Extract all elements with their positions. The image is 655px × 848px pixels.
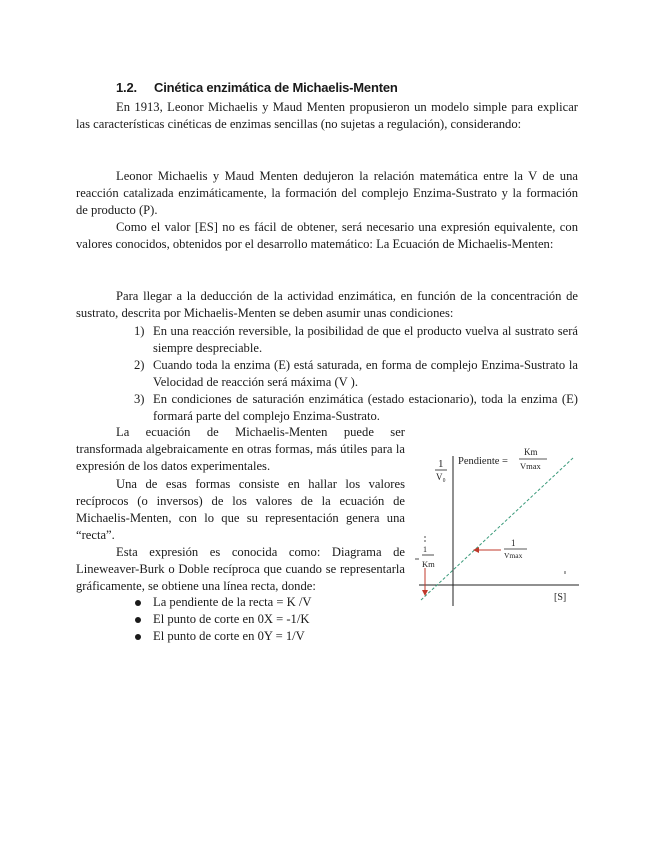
conditions-list [114, 323, 578, 425]
intercept-num: 1 [511, 538, 516, 548]
list-item: 2) Cuando toda la enzima (E) está saturada, en forma de complejo Enzima-Sustrato la Velocidad de reacción será máxima (V ). [134, 358, 578, 389]
paragraph-reciprocal: Una de esas formas consiste en hallar los valores recíprocos (o inversos) de los valores de la ecuación de Michaelis-Menten, con lo que su representación genera una “recta”. [76, 477, 405, 542]
slope-label: Pendiente = [458, 456, 508, 467]
paragraph-relation: Leonor Michaelis y Maud Menten dedujeron la relación matemática entre la V de una reacción catalizada enzimáticamente, la formación del complejo Enzima-Sustrato y la formación de producto (P). [76, 169, 578, 217]
bullet-icon [135, 634, 141, 640]
x-intercept-den: Km [422, 559, 435, 569]
bullet-icon [135, 617, 141, 623]
paragraph-conditions-intro: Para llegar a la deducción de la actividad enzimática, en función de la concentración de sustrato, descrita por Michaelis-Menten se deben asumir unas condiciones: [76, 289, 578, 320]
list-item: El punto de corte en 0Y = 1/V [132, 628, 312, 645]
slope-den: Vmax [520, 461, 541, 471]
paragraph-intro: En 1913, Leonor Michaelis y Maud Menten propusieron un modelo simple para explicar las características cinéticas de enzimas sencillas (no sujetas a regulación), considerando: [76, 100, 578, 131]
list-item: La pendiente de la recta = K /V [132, 594, 312, 611]
x-intercept-arrowhead [422, 590, 428, 596]
slope-num: Km [524, 447, 538, 457]
y-label-den: V₀ [436, 472, 446, 482]
lineweaver-burk-figure [413, 440, 583, 608]
section-heading [116, 80, 398, 95]
x-intercept-num: 1 [423, 545, 427, 554]
y-label-num: 1 [438, 458, 444, 470]
paragraph-lineweaver: Esta expresión es conocida como: Diagrama de Lineweaver-Burk o Doble recíproca que cuando se representarla gráficamente, se obtiene una línea recta, donde: [76, 545, 405, 593]
list-item: 1) En una reacción reversible, la posibilidad de que el producto vuelva al sustrato será siempre despreciable. [134, 324, 578, 355]
paragraph-equation: Como el valor [ES] no es fácil de obtener, será necesario una expresión equivalente, con valores conocidos, obtenidos por el desarrollo matemático: La Ecuación de Michaelis-Menten: [76, 220, 578, 251]
bullet-list [132, 594, 312, 645]
intercept-den: Vmax [504, 551, 523, 560]
list-item: 3) En condiciones de saturación enzimática (estado estacionario), toda la enzima (E) formará parte del complejo Enzima-Sustrato. [134, 392, 578, 423]
x-axis-label: [S] [554, 592, 567, 603]
section-title: Cinética enzimática de Michaelis-Menten [154, 80, 398, 95]
intercept-arrowhead [473, 547, 479, 553]
paragraph-transform: La ecuación de Michaelis-Menten puede ser transformada algebraicamente en otras formas, más útiles para la expresión de los datos experimentales. [76, 425, 405, 473]
section-number: 1.2. [116, 80, 137, 95]
list-item: El punto de corte en 0X = -1/K [132, 611, 312, 628]
bullet-icon [135, 600, 141, 606]
